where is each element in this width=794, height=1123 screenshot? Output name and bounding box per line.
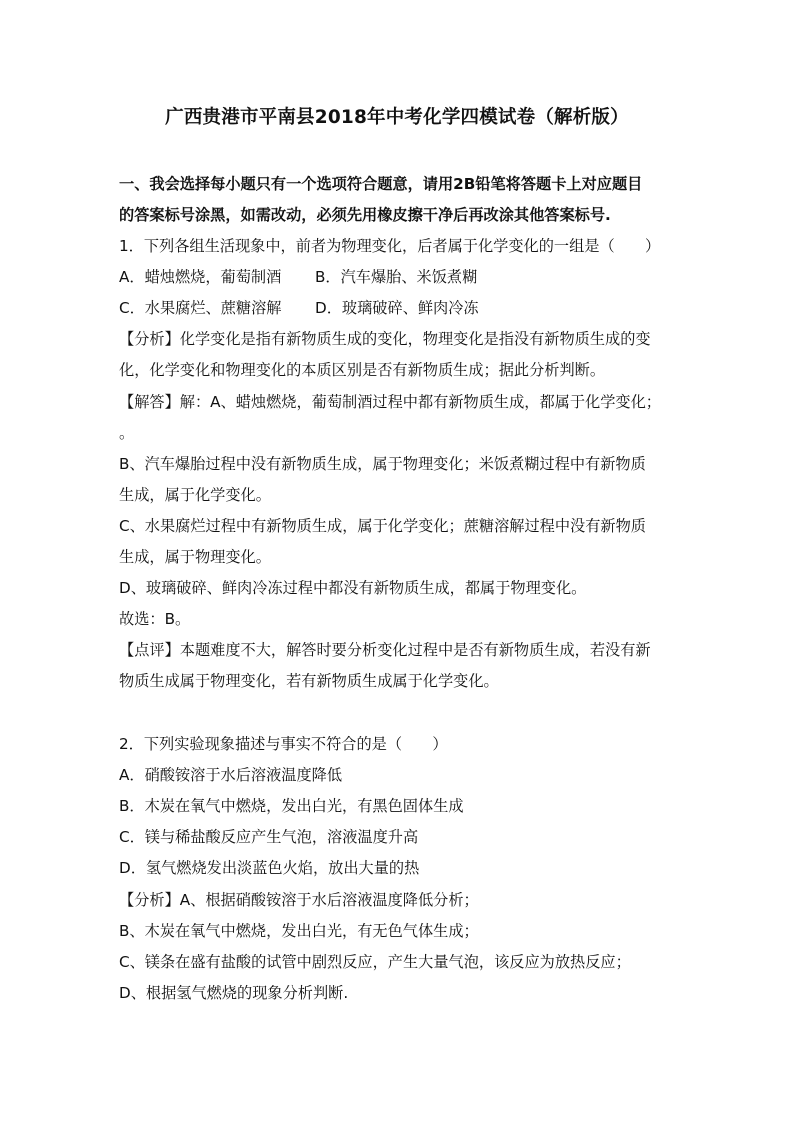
question-1-stem: 1．下列各组生活现象中，前者为物理变化，后者属于化学变化的一组是（ ）: [119, 237, 661, 255]
question-1-answer-line-2: 。: [119, 424, 135, 442]
analysis-tag: 【分析】: [119, 330, 180, 348]
comment-text: 本题难度不大，解答时要分析变化过程中是否有新物质生成，若没有新: [179, 641, 651, 659]
answer-tag: 【解答】: [119, 393, 180, 411]
question-1-options-ab: [119, 267, 679, 287]
question-1-comment-line-1: [119, 640, 679, 660]
question-2-analysis-line-1: [119, 890, 679, 910]
question-2-analysis-line-4: D、根据氢气燃烧的现象分析判断.: [119, 984, 349, 1002]
question-1-options-cd: [119, 298, 679, 318]
section-instruction-line-2: 的答案标号涂黑，如需改动，必须先用橡皮擦干净后再改涂其他答案标号.: [119, 206, 611, 224]
analysis-text: 化学变化是指有新物质生成的变化，物理变化是指没有新物质生成的变: [179, 330, 651, 348]
question-1-option-a: A．蜡烛燃烧，葡萄制酒: [119, 268, 282, 286]
question-1-answer-line-3: B、汽车爆胎过程中没有新物质生成，属于物理变化；米饭煮糊过程中有新物质: [119, 455, 646, 473]
question-1-answer-line-4: 生成，属于化学变化。: [119, 486, 271, 504]
question-2-analysis-line-3: C、镁条在盛有盐酸的试管中剧烈反应，产生大量气泡，该反应为放热反应；: [119, 953, 631, 971]
question-1-comment-line-2: 物质生成属于物理变化，若有新物质生成属于化学变化。: [119, 672, 499, 690]
question-1-answer-line-1: [119, 392, 679, 412]
analysis-text: A、根据硝酸铵溶于水后溶液温度降低分析；: [179, 891, 479, 909]
question-1-option-c: C．水果腐烂、蔗糖溶解: [119, 299, 282, 317]
question-1-analysis-line-2: 化，化学变化和物理变化的本质区别是否有新物质生成；据此分析判断。: [119, 361, 605, 379]
question-2-option-b: B．木炭在氧气中燃烧，发出白光，有黑色固体生成: [119, 797, 464, 815]
document-title: 广西贵港市平南县2018年中考化学四模试卷（解析版）: [165, 107, 629, 128]
question-2-option-d: D．氢气燃烧发出淡蓝色火焰，放出大量的热: [119, 859, 420, 877]
question-2-stem: 2．下列实验现象描述与事实不符合的是（ ）: [119, 735, 448, 753]
question-2-analysis-line-2: B、木炭在氧气中燃烧，发出白光，有无色气体生成；: [119, 922, 479, 940]
question-1-analysis-line-1: [119, 329, 679, 349]
question-1-option-b: B．汽车爆胎、米饭煮糊: [315, 268, 478, 286]
comment-tag: 【点评】: [119, 641, 180, 659]
question-2-option-c: C．镁与稀盐酸反应产生气泡，溶液温度升高: [119, 828, 419, 846]
question-1-option-d: D．玻璃破碎、鲜肉冷冻: [315, 299, 479, 317]
question-1-answer-line-7: D、玻璃破碎、鲜肉冷冻过程中都没有新物质生成，都属于物理变化。: [119, 579, 587, 597]
question-1-answer-line-5: C、水果腐烂过程中有新物质生成，属于化学变化；蔗糖溶解过程中没有新物质: [119, 517, 646, 535]
section-instruction-line-1: 一、我会选择每小题只有一个选项符合题意，请用2B铅笔将答题卡上对应题目: [119, 175, 643, 193]
analysis-tag: 【分析】: [119, 891, 180, 909]
question-1-answer-line-6: 生成，属于物理变化。: [119, 548, 271, 566]
answer-text: 解：A、蜡烛燃烧，葡萄制酒过程中都有新物质生成，都属于化学变化；: [179, 393, 661, 411]
question-1-answer-line-8: 故选：B。: [119, 610, 191, 628]
question-2-option-a: A．硝酸铵溶于水后溶液温度降低: [119, 766, 343, 784]
